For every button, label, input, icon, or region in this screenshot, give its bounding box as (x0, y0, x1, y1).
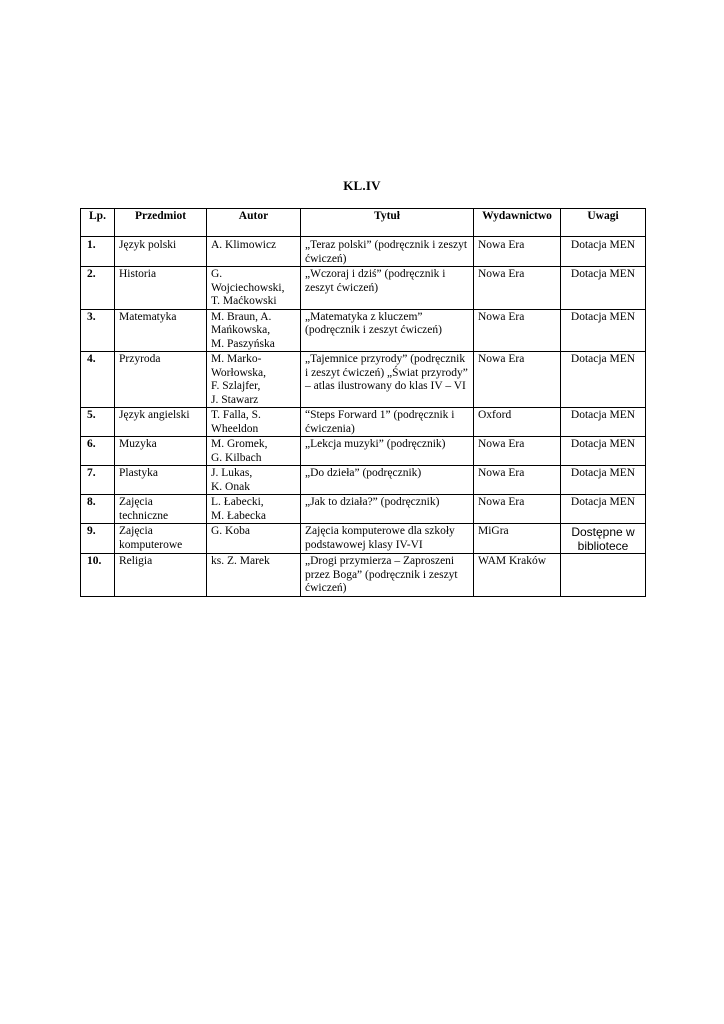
cell-lp: 3. (81, 309, 115, 352)
cell-uwagi: Dostępne w bibliotece (561, 524, 646, 554)
cell-lp: 7. (81, 466, 115, 495)
cell-tytul: „Tajemnice przyrody” (podręcznik i zeszyt ćwiczeń) „Świat przyrody” – atlas ilustrowany do klas IV – VI (301, 352, 474, 408)
cell-wydawnictwo: Nowa Era (474, 309, 561, 352)
cell-przedmiot: Religia (115, 554, 207, 597)
cell-tytul: „Jak to działa?” (podręcznik) (301, 495, 474, 524)
cell-uwagi: Dotacja MEN (561, 267, 646, 310)
table-row (81, 466, 646, 495)
cell-wydawnictwo: Nowa Era (474, 267, 561, 310)
cell-przedmiot: Język angielski (115, 408, 207, 437)
table-row (81, 237, 646, 267)
cell-uwagi (561, 554, 646, 597)
table-row (81, 524, 646, 554)
cell-przedmiot: Matematyka (115, 309, 207, 352)
cell-uwagi: Dotacja MEN (561, 437, 646, 466)
column-header-wydawnictwo: Wydawnictwo (474, 209, 561, 237)
table-row (81, 352, 646, 408)
cell-przedmiot: Plastyka (115, 466, 207, 495)
cell-tytul: „Matematyka z kluczem” (podręcznik i zeszyt ćwiczeń) (301, 309, 474, 352)
cell-autor: L. Łabecki, M. Łabecka (207, 495, 301, 524)
cell-tytul: „Lekcja muzyki” (podręcznik) (301, 437, 474, 466)
table-row (81, 554, 646, 597)
cell-autor: J. Lukas, K. Onak (207, 466, 301, 495)
table-row (81, 267, 646, 310)
cell-autor: T. Falla, S. Wheeldon (207, 408, 301, 437)
column-header-autor: Autor (207, 209, 301, 237)
column-header-tytul: Tytuł (301, 209, 474, 237)
cell-tytul: „Do dzieła” (podręcznik) (301, 466, 474, 495)
column-header-przedmiot: Przedmiot (115, 209, 207, 237)
table-row (81, 495, 646, 524)
cell-tytul: “Steps Forward 1” (podręcznik i ćwiczenia) (301, 408, 474, 437)
cell-wydawnictwo: Nowa Era (474, 495, 561, 524)
cell-lp: 9. (81, 524, 115, 554)
cell-wydawnictwo: Nowa Era (474, 352, 561, 408)
cell-uwagi: Dotacja MEN (561, 237, 646, 267)
cell-lp: 8. (81, 495, 115, 524)
table-row (81, 309, 646, 352)
column-header-lp: Lp. (81, 209, 115, 237)
cell-lp: 10. (81, 554, 115, 597)
cell-lp: 5. (81, 408, 115, 437)
page-title: KL.IV (343, 178, 381, 193)
cell-przedmiot: Historia (115, 267, 207, 310)
cell-uwagi: Dotacja MEN (561, 466, 646, 495)
cell-lp: 1. (81, 237, 115, 267)
cell-wydawnictwo: Nowa Era (474, 237, 561, 267)
cell-przedmiot: Zajęcia techniczne (115, 495, 207, 524)
cell-lp: 6. (81, 437, 115, 466)
table-row (81, 408, 646, 437)
cell-autor: M. Gromek, G. Kilbach (207, 437, 301, 466)
cell-wydawnictwo: Nowa Era (474, 466, 561, 495)
cell-autor: A. Klimowicz (207, 237, 301, 267)
cell-autor: G. Koba (207, 524, 301, 554)
cell-przedmiot: Zajęcia komputerowe (115, 524, 207, 554)
cell-lp: 2. (81, 267, 115, 310)
cell-uwagi: Dotacja MEN (561, 352, 646, 408)
cell-przedmiot: Język polski (115, 237, 207, 267)
cell-tytul: „Drogi przymierza – Zaproszeni przez Boga” (podręcznik i zeszyt ćwiczeń) (301, 554, 474, 597)
cell-wydawnictwo: Nowa Era (474, 437, 561, 466)
table-header-row (81, 209, 646, 237)
cell-wydawnictwo: Oxford (474, 408, 561, 437)
cell-autor: M. Marko- Worłowska, F. Szlajfer, J. Stawarz (207, 352, 301, 408)
cell-lp: 4. (81, 352, 115, 408)
cell-tytul: Zajęcia komputerowe dla szkoły podstawowej klasy IV-VI (301, 524, 474, 554)
cell-uwagi: Dotacja MEN (561, 309, 646, 352)
column-header-uwagi: Uwagi (561, 209, 646, 237)
cell-tytul: „Teraz polski” (podręcznik i zeszyt ćwiczeń) (301, 237, 474, 267)
table-row (81, 437, 646, 466)
cell-przedmiot: Przyroda (115, 352, 207, 408)
cell-uwagi: Dotacja MEN (561, 495, 646, 524)
cell-autor: M. Braun, A. Mańkowska, M. Paszyńska (207, 309, 301, 352)
cell-tytul: „Wczoraj i dziś” (podręcznik i zeszyt ćwiczeń) (301, 267, 474, 310)
cell-wydawnictwo: WAM Kraków (474, 554, 561, 597)
cell-przedmiot: Muzyka (115, 437, 207, 466)
cell-uwagi: Dotacja MEN (561, 408, 646, 437)
cell-autor: ks. Z. Marek (207, 554, 301, 597)
textbook-table (80, 208, 646, 597)
cell-autor: G. Wojciechowski, T. Maćkowski (207, 267, 301, 310)
cell-wydawnictwo: MiGra (474, 524, 561, 554)
